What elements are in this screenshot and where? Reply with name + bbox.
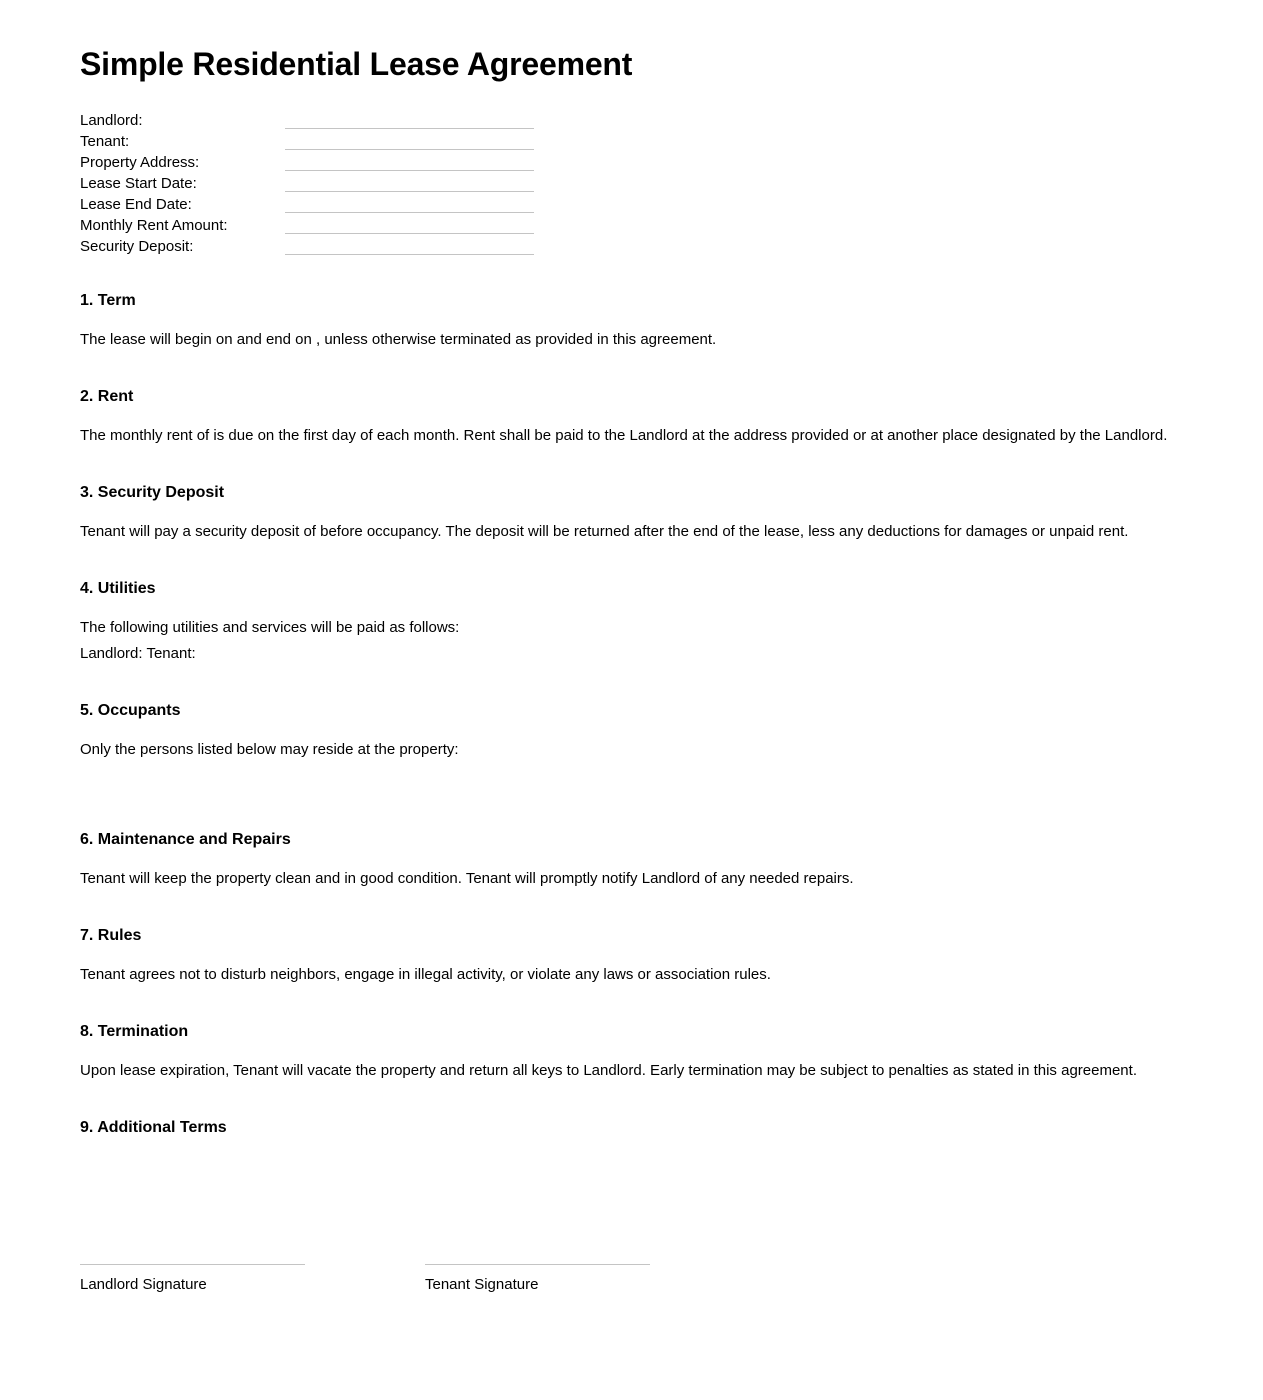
field-input-tenant[interactable] (285, 149, 534, 150)
section-body-term: The lease will begin on and end on , unless otherwise terminated as provided in this agreement. (80, 331, 717, 348)
section-heading-occupants: 5. Occupants (80, 702, 181, 719)
section-heading-additional-terms: 9. Additional Terms (80, 1119, 227, 1136)
occupant-list-area[interactable] (80, 763, 1183, 797)
tenant-signature-line[interactable] (425, 1264, 650, 1265)
field-input-lease-end-date[interactable] (285, 212, 534, 213)
section-body-utilities-responsibility: Landlord: Tenant: (80, 645, 196, 662)
section-body-utilities: The following utilities and services will be paid as follows: (80, 619, 460, 636)
tenant-signature-label: Tenant Signature (425, 1276, 539, 1293)
section-body-rules: Tenant agrees not to disturb neighbors, engage in illegal activity, or violate any laws or association rules. (80, 966, 771, 983)
section-maintenance-and-repairs (80, 830, 1183, 892)
field-row-landlord (80, 110, 1183, 131)
section-body-occupants: Only the persons listed below may reside at the property: (80, 741, 459, 758)
section-body-security-deposit: Tenant will pay a security deposit of before occupancy. The deposit will be returned after the end of the lease, less any deductions for damages or unpaid rent. (80, 523, 1129, 540)
section-heading-maintenance-and-repairs: 6. Maintenance and Repairs (80, 831, 291, 848)
field-row-lease-end-date (80, 194, 1183, 215)
signature-block (80, 1264, 1183, 1295)
section-additional-terms (80, 1118, 1183, 1250)
field-input-security-deposit[interactable] (285, 254, 534, 255)
field-label-tenant: Tenant: (80, 133, 130, 150)
field-input-property-address[interactable] (285, 170, 534, 171)
section-heading-termination: 8. Termination (80, 1023, 189, 1040)
section-body-rent: The monthly rent of is due on the first day of each month. Rent shall be paid to the Landlord at the address provided or at another place designated by the Landlord. (80, 427, 1168, 444)
field-label-property-address: Property Address: (80, 154, 200, 171)
field-label-security-deposit: Security Deposit: (80, 238, 194, 255)
section-body-maintenance-and-repairs: Tenant will keep the property clean and in good condition. Tenant will promptly notify Landlord of any needed repairs. (80, 870, 854, 887)
field-row-security-deposit (80, 236, 1183, 257)
section-termination (80, 1022, 1183, 1084)
field-label-lease-end-date: Lease End Date: (80, 196, 192, 213)
section-heading-rules: 7. Rules (80, 927, 142, 944)
page-title: Simple Residential Lease Agreement (80, 46, 633, 82)
section-utilities (80, 579, 1183, 667)
lease-fields (80, 110, 1183, 257)
field-label-monthly-rent-amount: Monthly Rent Amount: (80, 217, 228, 234)
section-heading-rent: 2. Rent (80, 388, 134, 405)
section-security-deposit (80, 483, 1183, 545)
additional-terms-area[interactable] (80, 1154, 1183, 1250)
field-input-landlord[interactable] (285, 128, 534, 129)
field-row-lease-start-date (80, 173, 1183, 194)
section-heading-security-deposit: 3. Security Deposit (80, 484, 225, 501)
landlord-signature-group (80, 1264, 305, 1295)
field-label-landlord: Landlord: (80, 112, 143, 129)
section-heading-utilities: 4. Utilities (80, 580, 156, 597)
section-term (80, 291, 1183, 353)
field-row-monthly-rent-amount (80, 215, 1183, 236)
field-row-property-address (80, 152, 1183, 173)
section-body-termination: Upon lease expiration, Tenant will vacate the property and return all keys to Landlord. Early termination may be subject to penalties as stated in this agreement. (80, 1062, 1137, 1079)
field-row-tenant (80, 131, 1183, 152)
tenant-signature-group (425, 1264, 650, 1295)
field-input-monthly-rent-amount[interactable] (285, 233, 534, 234)
section-rent (80, 387, 1183, 449)
section-rules (80, 926, 1183, 988)
landlord-signature-line[interactable] (80, 1264, 305, 1265)
landlord-signature-label: Landlord Signature (80, 1276, 207, 1293)
field-label-lease-start-date: Lease Start Date: (80, 175, 197, 192)
field-input-lease-start-date[interactable] (285, 191, 534, 192)
section-heading-term: 1. Term (80, 292, 136, 309)
section-occupants (80, 701, 1183, 797)
